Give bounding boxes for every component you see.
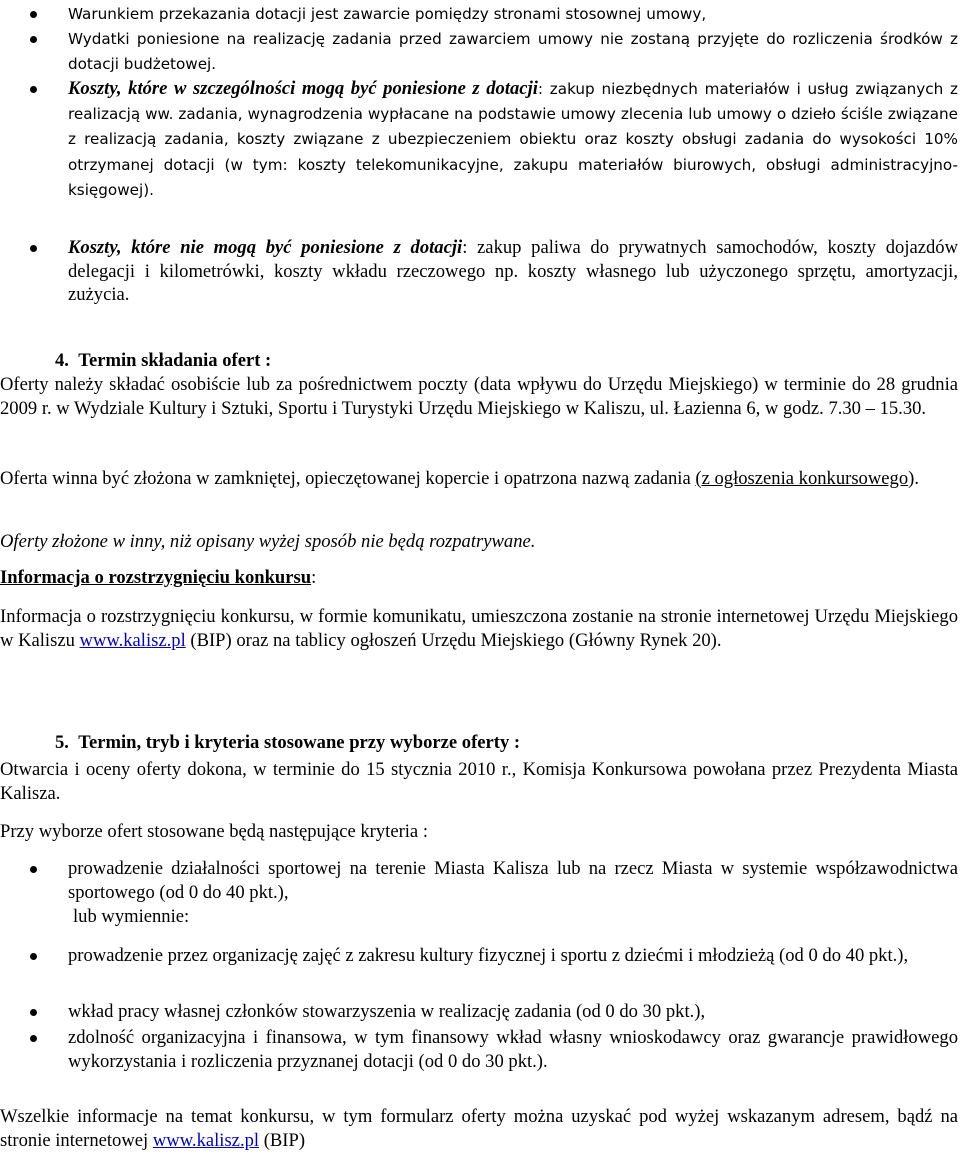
closing-text: Wszelkie informacje na temat konkursu, w tym formularz oferty można uzyskać pod wyżej wskazanym adresem, bądź na stronie internetowej — [0, 1106, 958, 1151]
criteria-text: zdolność organizacyjna i finansowa, w tym finansowy wkład własny wnioskodawcy oraz gwarancje prawidłowego wykorzystania i rozliczenia przyznanej dotacji (od 0 do 30 pkt.). — [68, 1027, 958, 1072]
criteria-alternative-note: lub wymiennie: — [73, 906, 190, 927]
bullet-icon — [30, 11, 37, 18]
bullet-icon — [30, 245, 37, 252]
bullet-icon — [30, 1009, 37, 1016]
bullet-icon — [30, 1035, 37, 1042]
closing-paragraph — [0, 1105, 958, 1152]
bullet-icon — [30, 86, 37, 93]
rejection-note: Oferty złożone w inny, niż opisany wyżej sposób nie będą rozpatrywane. — [0, 531, 536, 552]
bullet-icon — [30, 866, 37, 873]
envelope-paragraph — [0, 467, 958, 491]
costs-disallowed-text: : zakup paliwa do prywatnych samochodów, koszty dojazdów delegacji i kilometrówki, koszty wkładu rzeczowego np. koszty własnego lub użyczonego sprzętu, amortyzacji, zużycia. — [68, 237, 959, 305]
section-5-heading — [55, 731, 520, 755]
kalisz-website-link[interactable]: www.kalisz.pl — [152, 1129, 260, 1151]
info-text: Informacja o rozstrzygnięciu konkursu, w formie komunikatu, umieszczona zostanie na stronie internetowej Urzędu Miejskiego w Kaliszu — [0, 606, 958, 651]
bullet-icon — [30, 953, 37, 960]
criteria-intro: Przy wyborze ofert stosowane będą następujące kryteria : — [0, 821, 429, 842]
list-item-text: Wydatki poniesione na realizację zadania przed zawarciem umowy nie zostaną przyjęte do rozliczenia środków z dotacji budżetowej. — [68, 30, 958, 74]
envelope-text: Oferta winna być złożona w zamkniętej, opieczętowanej kopercie i opatrzona nazwą zadania — [0, 468, 691, 489]
section-title: Termin składania ofert : — [78, 350, 272, 371]
list-item-text: Warunkiem przekazania dotacji jest zawarcie pomiędzy stronami stosownej umowy, — [68, 5, 707, 23]
criteria-text: prowadzenie działalności sportowej na terenie Miasta Kalisza lub na rzecz Miasta w systemie współzawodnictwa sportowego (od 0 do 40 pkt.), — [68, 858, 958, 903]
info-text-end: (BIP) oraz na tablicy ogłoszeń Urzędu Miejskiego (Główny Rynek 20). — [185, 629, 722, 651]
costs-allowed-label: Koszty, które w szczególności mogą być poniesione z dotacji — [68, 78, 538, 99]
envelope-underlined: (z ogłoszenia konkursowego — [695, 468, 909, 489]
closing-text-end: (BIP) — [259, 1129, 306, 1151]
criteria-text: prowadzenie przez organizację zajęć z zakresu kultury fizycznej i sportu z dziećmi i młodzieżą (od 0 do 40 pkt.), — [68, 945, 909, 966]
evaluation-paragraph: Otwarcia i oceny oferty dokona, w terminie do 15 stycznia 2010 r., Komisja Konkursowa powołana przez Prezydenta Miasta Kalisza. — [0, 759, 958, 804]
costs-allowed-text: : zakup niezbędnych materiałów i usług związanych z realizacją ww. zadania, wynagrodzenia wypłacane na podstawie umowy zlecenia lub umowy o dzieło ściśle związane z realizacją zadania, koszty związane z ubezpieczeniem obiektu oraz koszty obsługi zadania do wysokości 10% otrzymanej dotacji (w tym: koszty telekomunikacyjne, zakupu materiałów biurowych, obsługi administracyjno-księgowej). — [68, 80, 958, 199]
section-number: 5. — [55, 732, 69, 753]
envelope-end: ). — [908, 468, 919, 489]
section-4-heading — [55, 349, 271, 373]
info-heading: Informacja o rozstrzygnięciu konkursu — [0, 567, 312, 588]
info-heading-colon: : — [311, 567, 317, 588]
list-item-text — [68, 77, 958, 203]
kalisz-website-link[interactable]: www.kalisz.pl — [79, 629, 186, 651]
criteria-text: wkład pracy własnej członków stowarzyszenia w realizację zadania (od 0 do 30 pkt.), — [68, 1001, 706, 1022]
deadline-paragraph: Oferty należy składać osobiście lub za pośrednictwem poczty (data wpływu do Urzędu Miejskiego) w terminie do 28 grudnia 2009 r. w Wydziale Kultury i Sztuki, Sportu i Turystyki Urzędu Miejskiego w Kaliszu, ul. Łazienna 6, w godz. 7.30 – 15.30. — [0, 374, 958, 419]
bullet-icon — [30, 36, 37, 43]
info-paragraph — [0, 605, 958, 652]
section-title: Termin, tryb i kryteria stosowane przy wyborze oferty : — [78, 732, 521, 753]
section-number: 4. — [55, 350, 69, 371]
list-item-text — [68, 236, 958, 307]
info-heading-line — [0, 566, 958, 590]
costs-disallowed-label: Koszty, które nie mogą być poniesione z dotacji — [68, 237, 463, 258]
